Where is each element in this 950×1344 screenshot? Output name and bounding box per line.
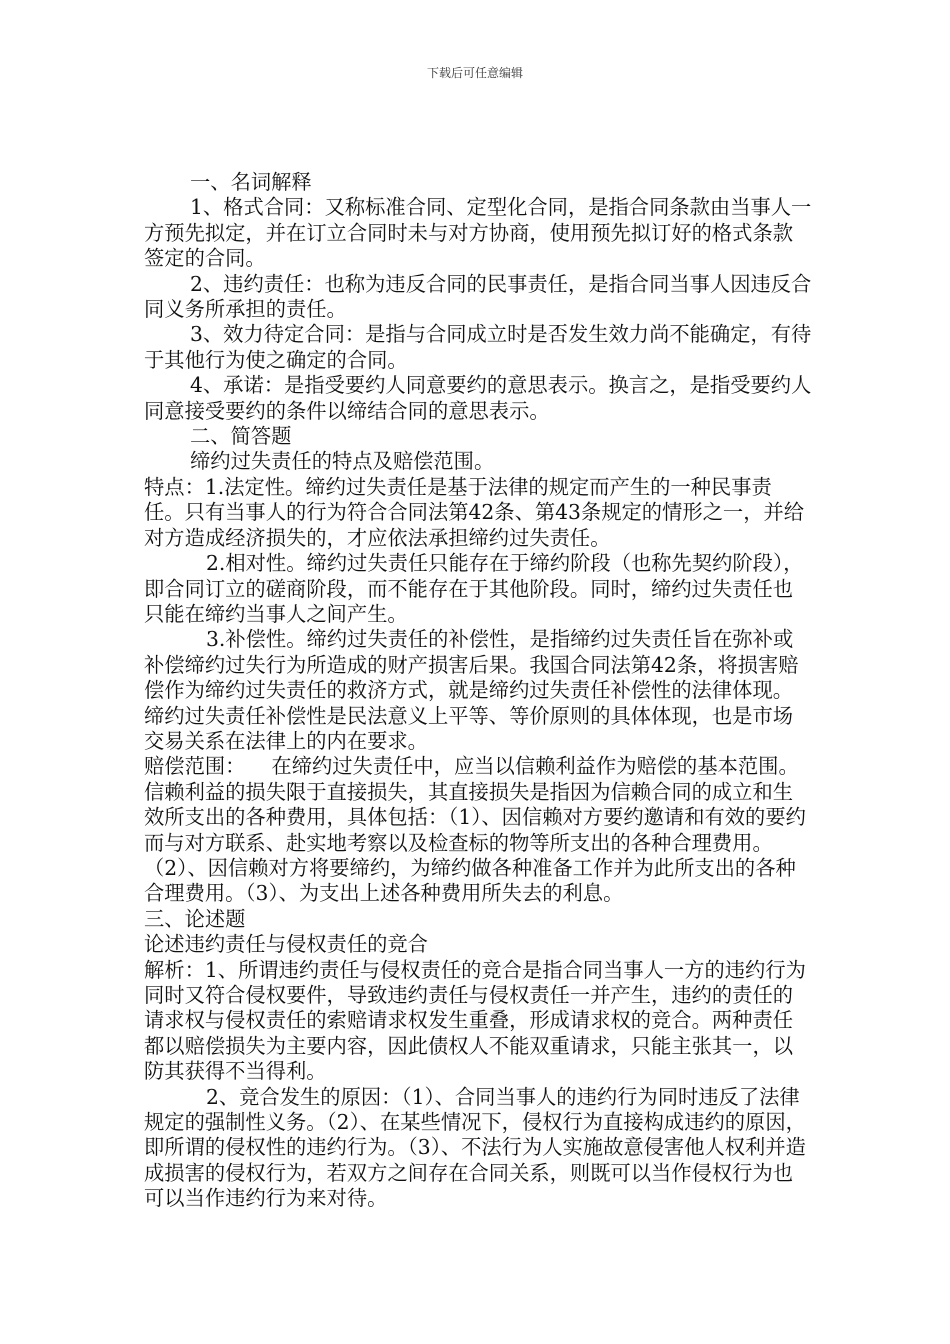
section-heading-3: 三、论述题 (144, 906, 246, 931)
paragraph-term-1: 1、格式合同：又称标准合同、定型化合同，是指合同条款由当事人一方预先拟定，并在订立合同时未与对方协商，使用预先拟订好的格式条款签定的合同。 (144, 195, 812, 271)
paragraph-scope (144, 754, 812, 906)
paragraph-compensation: 3.补偿性。缔约过失责任的补偿性，是指缔约过失责任旨在弥补或补偿缔约过失行为所造成的财产损害后果。我国合同法第42条，将损害赔偿作为缔约过失责任的救济方式，就是缔约过失责任补偿性的法律体现。缔约过失责任补偿性是民法意义上平等、等价原则的具体体现，也是市场交易关系在法律上的内在要求。 (144, 627, 799, 753)
paragraph-term-4: 4、承诺：是指受要约人同意要约的意思表示。换言之，是指受要约人同意接受要约的条件以缔结合同的意思表示。 (144, 373, 812, 423)
document-body (144, 170, 812, 1212)
paragraph-analysis-2: 2、竞合发生的原因：（1）、合同当事人的违约行为同时违反了法律规定的强制性义务。（2）、在某些情况下，侵权行为直接构成违约的原因，即所谓的侵权性的违约行为。（3）、不法行为人实施故意侵害他人权利并造成损害的侵权行为，若双方之间存在合同关系，则既可以当作侵权行为也可以当作违约行为来对待。 (144, 1084, 806, 1211)
section-heading-1: 一、名词解释 (190, 170, 312, 194)
paragraph-term-2: 2、违约责任：也称为违反合同的民事责任，是指合同当事人因违反合同义务所承担的责任。 (144, 271, 812, 322)
paragraph-features: 特点：1.法定性。缔约过失责任是基于法律的规定而产生的一种民事责任。只有当事人的行为符合合同法第42条、第43条规定的情形之一，并给对方造成经济损失的，才应依法承担缔约过失责任。 (144, 474, 805, 550)
scope-text: 在缔约过失责任中，应当以信赖利益作为赔偿的基本范围。信赖利益的损失限于直接损失，其直接损失是指因为信赖合同的成立和生效所支出的各种费用，具体包括：（1）、因信赖对方要约邀请和有效的要约而与对方联系、赴实地考察以及检查标的物等所支出的各种合理费用。（2）、因信赖对方将要缔约，为缔约做各种准备工作并为此所支出的各种合理费用。（3）、为支出上述各种费用所失去的利息。 (144, 754, 806, 906)
page-header: 下载后可任意编辑 (426, 66, 523, 80)
section-heading-2: 二、简答题 (190, 424, 292, 449)
scope-label: 赔偿范围： (144, 754, 246, 779)
paragraph-analysis-1: 解析：1、所谓违约责任与侵权责任的竞合是指合同当事人一方的违约行为同时又符合侵权要件，导致违约责任与侵权责任一并产生，违约的责任的请求权与侵权责任的索赔请求权发生重叠，形成请求权的竞合。两种责任都以赔偿损失为主要内容，因此债权人不能双重请求，只能主张其一，以防其获得不当得利。 (144, 957, 806, 1084)
essay-title: 论述违约责任与侵权责任的竞合 (144, 932, 428, 957)
question-title: 缔约过失责任的特点及赔偿范围。 (190, 449, 495, 474)
paragraph-term-3: 3、效力待定合同：是指与合同成立时是否发生效力尚不能确定，有待于其他行为使之确定的合同。 (144, 322, 812, 372)
paragraph-relativity: 2.相对性。缔约过失责任只能存在于缔约阶段（也称先契约阶段），即合同订立的磋商阶段，而不能存在于其他阶段。同时，缔约过失责任也只能在缔约当事人之间产生。 (144, 551, 804, 626)
